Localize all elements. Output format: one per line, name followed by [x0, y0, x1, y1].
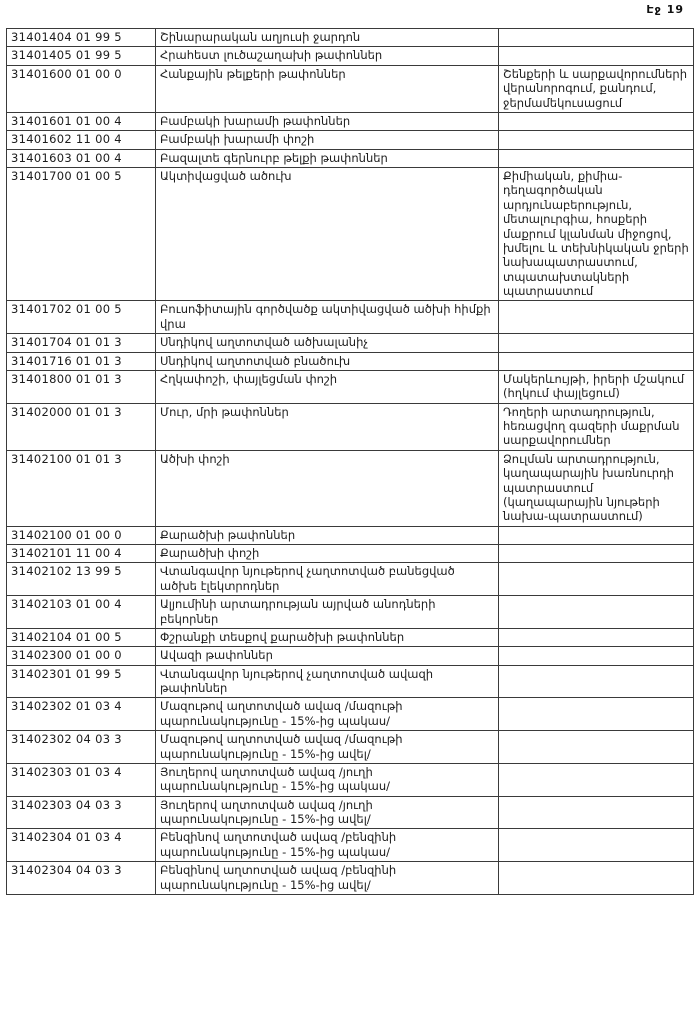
description-cell: Սնդիկով աղտոտված ածխալանիչ	[156, 334, 499, 352]
table-row	[7, 628, 694, 646]
description-cell: Վտանգավոր նյութերով չաղտոտված ավազի թափոններ	[156, 665, 499, 698]
table-row	[7, 149, 694, 167]
note-cell	[499, 796, 694, 829]
note-cell	[499, 545, 694, 563]
note-cell: Ձուլման արտադրություն, կաղապարային խառնուրդի պատրաստում (կաղապարային նյութերի նախա-պատրաստում)	[499, 450, 694, 526]
note-cell	[499, 563, 694, 596]
code-cell: 31402303 01 03 4	[7, 763, 156, 796]
description-cell: Ավազի թափոններ	[156, 647, 499, 665]
description-cell: Մազութով աղտոտված ավազ /մազութի պարունակությունը - 15%-ից ավել/	[156, 731, 499, 764]
code-cell: 31401601 01 00 4	[7, 112, 156, 130]
code-cell: 31402101 11 00 4	[7, 545, 156, 563]
table-row	[7, 403, 694, 450]
table-row	[7, 763, 694, 796]
description-cell: Հանքային թելքերի թափոններ	[156, 65, 499, 112]
page-number: Էջ 19	[646, 3, 684, 16]
table-body	[7, 29, 694, 895]
description-cell: Բազալտե գերնուրբ թելքի թափոններ	[156, 149, 499, 167]
code-cell: 31402303 04 03 3	[7, 796, 156, 829]
note-cell	[499, 352, 694, 370]
description-cell: Բուսոֆիտային գործվածք ակտիվացված ածխի հիմքի վրա	[156, 301, 499, 334]
description-cell: Ակտիվացված ածուխ	[156, 168, 499, 301]
description-cell: Վտանգավոր նյութերով չաղտոտված բանեցված ածխե էլեկտրոդներ	[156, 563, 499, 596]
code-cell: 31401704 01 01 3	[7, 334, 156, 352]
table-row	[7, 526, 694, 544]
table-row	[7, 65, 694, 112]
table-row	[7, 545, 694, 563]
table-row	[7, 829, 694, 862]
note-cell	[499, 334, 694, 352]
code-cell: 31402104 01 00 5	[7, 628, 156, 646]
note-cell	[499, 149, 694, 167]
code-cell: 31401600 01 00 0	[7, 65, 156, 112]
code-cell: 31402300 01 00 0	[7, 647, 156, 665]
note-cell	[499, 731, 694, 764]
description-cell: Մազութով աղտոտված ավազ /մազութի պարունակությունը - 15%-ից պակաս/	[156, 698, 499, 731]
note-cell	[499, 596, 694, 629]
description-cell: Բենզինով աղտոտված ավազ /բենզինի պարունակությունը - 15%-ից ավել/	[156, 862, 499, 895]
description-cell: Հրահեստ լուծաշաղախի թափոններ	[156, 47, 499, 65]
description-cell: Քարածխի թափոններ	[156, 526, 499, 544]
note-cell: Քիմիական, քիմիա-դեղագործական արդյունաբերություն, մետալուրգիա, հոսքերի մաքրում կլանման միջոցով, խմելու և տեխնիկական ջրերի նախապատրաստում, տպատախտակների պատրաստում	[499, 168, 694, 301]
description-cell: Ածխի փոշի	[156, 450, 499, 526]
waste-classification-table	[6, 28, 694, 895]
note-cell	[499, 112, 694, 130]
table-row	[7, 862, 694, 895]
code-cell: 31402302 01 03 4	[7, 698, 156, 731]
description-cell: Բամբակի խարամի թափոններ	[156, 112, 499, 130]
table-row	[7, 647, 694, 665]
description-cell: Յուղերով աղտոտված ավազ /յուղի պարունակությունը - 15%-ից պակաս/	[156, 763, 499, 796]
note-cell	[499, 862, 694, 895]
description-cell: Փշրանքի տեսքով քարածխի թափոններ	[156, 628, 499, 646]
code-cell: 31402302 04 03 3	[7, 731, 156, 764]
code-cell: 31402100 01 00 0	[7, 526, 156, 544]
code-cell: 31401602 11 00 4	[7, 131, 156, 149]
description-cell: Մուր, մրի թափոններ	[156, 403, 499, 450]
table-row	[7, 334, 694, 352]
note-cell	[499, 647, 694, 665]
note-cell	[499, 698, 694, 731]
code-cell: 31401603 01 00 4	[7, 149, 156, 167]
table-row	[7, 301, 694, 334]
description-cell: Բամբակի խարամի փոշի	[156, 131, 499, 149]
table-row	[7, 665, 694, 698]
table-row	[7, 563, 694, 596]
code-cell: 31402103 01 00 4	[7, 596, 156, 629]
code-cell: 31402301 01 99 5	[7, 665, 156, 698]
code-cell: 31402102 13 99 5	[7, 563, 156, 596]
code-cell: 31401404 01 99 5	[7, 29, 156, 47]
code-cell: 31401700 01 00 5	[7, 168, 156, 301]
note-cell	[499, 628, 694, 646]
table-row	[7, 796, 694, 829]
code-cell: 31401405 01 99 5	[7, 47, 156, 65]
table-row	[7, 352, 694, 370]
note-cell	[499, 301, 694, 334]
note-cell	[499, 829, 694, 862]
code-cell: 31402304 04 03 3	[7, 862, 156, 895]
note-cell: Մակերևույթի, իրերի մշակում (հղկում փայլեցում)	[499, 370, 694, 403]
code-cell: 31402304 01 03 4	[7, 829, 156, 862]
description-cell: Հղկափոշի, փայլեցման փոշի	[156, 370, 499, 403]
table-row	[7, 112, 694, 130]
note-cell	[499, 665, 694, 698]
note-cell	[499, 29, 694, 47]
note-cell	[499, 763, 694, 796]
description-cell: Ալյումինի արտադրության այրված անոդների բեկորներ	[156, 596, 499, 629]
table-row	[7, 698, 694, 731]
table-row	[7, 596, 694, 629]
note-cell	[499, 526, 694, 544]
note-cell: Շենքերի և սարքավորումների վերանորոգում, քանդում, ջերմամեկուսացում	[499, 65, 694, 112]
description-cell: Բենզինով աղտոտված ավազ /բենզինի պարունակությունը - 15%-ից պակաս/	[156, 829, 499, 862]
code-cell: 31402100 01 01 3	[7, 450, 156, 526]
code-cell: 31402000 01 01 3	[7, 403, 156, 450]
description-cell: Քարածխի փոշի	[156, 545, 499, 563]
table-row	[7, 131, 694, 149]
code-cell: 31401716 01 01 3	[7, 352, 156, 370]
code-cell: 31401800 01 01 3	[7, 370, 156, 403]
table-row	[7, 370, 694, 403]
note-cell: Դողերի արտադրություն, հեռացվող գազերի մաքրման սարքավորումներ	[499, 403, 694, 450]
table-row	[7, 29, 694, 47]
note-cell	[499, 131, 694, 149]
note-cell	[499, 47, 694, 65]
table-row	[7, 168, 694, 301]
table-row	[7, 47, 694, 65]
description-cell: Սնդիկով աղտոտված բնածուխ	[156, 352, 499, 370]
table-row	[7, 450, 694, 526]
description-cell: Շինարարական աղյուսի ջարդոն	[156, 29, 499, 47]
code-cell: 31401702 01 00 5	[7, 301, 156, 334]
description-cell: Յուղերով աղտոտված ավազ /յուղի պարունակությունը - 15%-ից ավել/	[156, 796, 499, 829]
table-row	[7, 731, 694, 764]
